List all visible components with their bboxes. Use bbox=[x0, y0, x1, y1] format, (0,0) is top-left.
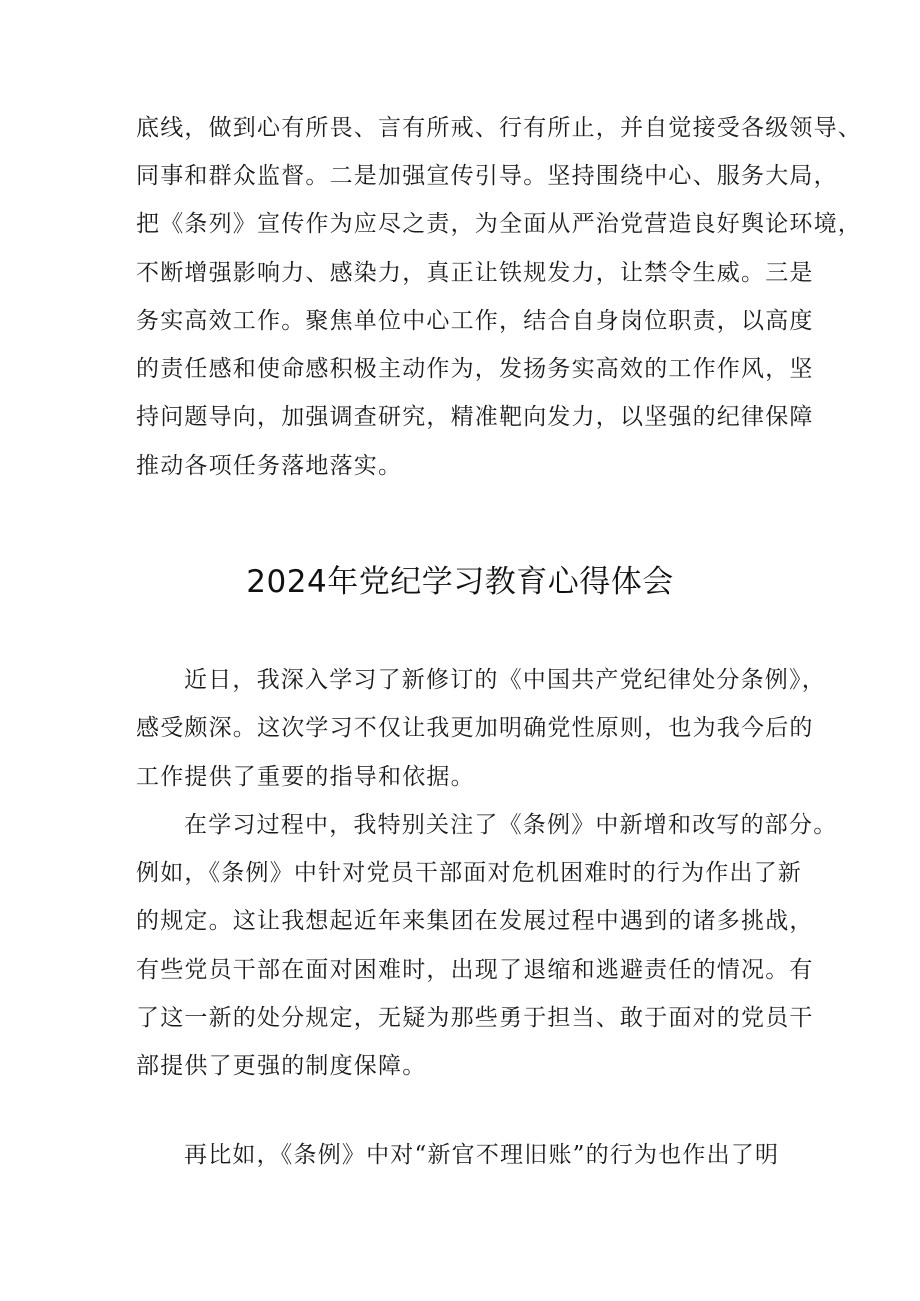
text-line: 不断增强影响力、感染力，真正让铁规发力，让禁令生威。三是 bbox=[136, 260, 814, 286]
text-line: 把《条列》宣传作为应尽之责，为全面从严治党营造良好舆论环境， bbox=[136, 211, 862, 237]
text-line: 底线，做到心有所畏、言有所戒、行有所止，并自觉接受各级领导、 bbox=[136, 115, 862, 141]
text-line: 了这一新的处分规定，无疑为那些勇于担当、敢于面对的党员干 bbox=[136, 1005, 814, 1031]
text-line: 推动各项任务落地落实。 bbox=[136, 453, 403, 479]
document-title: 2024年党纪学习教育心得体会 bbox=[246, 564, 674, 600]
text-line: 在学习过程中，我特别关注了《条例》中新增和改写的部分。 bbox=[184, 812, 838, 838]
text-line: 部提供了更强的制度保障。 bbox=[136, 1053, 427, 1079]
text-line: 工作提供了重要的指导和依据。 bbox=[136, 764, 475, 790]
text-line: 务实高效工作。聚焦单位中心工作，结合自身岗位职责，以高度 bbox=[136, 308, 814, 334]
text-line: 的规定。这让我想起近年来集团在发展过程中遇到的诸多挑战， bbox=[136, 908, 814, 934]
text-line: 近日，我深入学习了新修订的《中国共产党纪律处分条例》， bbox=[184, 667, 826, 693]
text-line: 同事和群众监督。二是加强宣传引导。坚持围绕中心、服务大局， bbox=[136, 163, 838, 189]
text-line: 例如，《条例》中针对党员干部面对危机困难时的行为作出了新 bbox=[136, 860, 803, 886]
text-line: 持问题导向，加强调查研究，精准靶向发力，以坚强的纪律保障 bbox=[136, 404, 814, 430]
text-line: 有些党员干部在面对困难时，出现了退缩和逃避责任的情况。有 bbox=[136, 957, 814, 983]
text-line: 感受颇深。这次学习不仅让我更加明确党性原则，也为我今后的 bbox=[136, 715, 814, 741]
text-line: 再比如，《条例》中对“新官不理旧账”的行为也作出了明 bbox=[184, 1142, 780, 1168]
text-line: 的责任感和使命感积极主动作为，发扬务实高效的工作作风，坚 bbox=[136, 356, 814, 382]
